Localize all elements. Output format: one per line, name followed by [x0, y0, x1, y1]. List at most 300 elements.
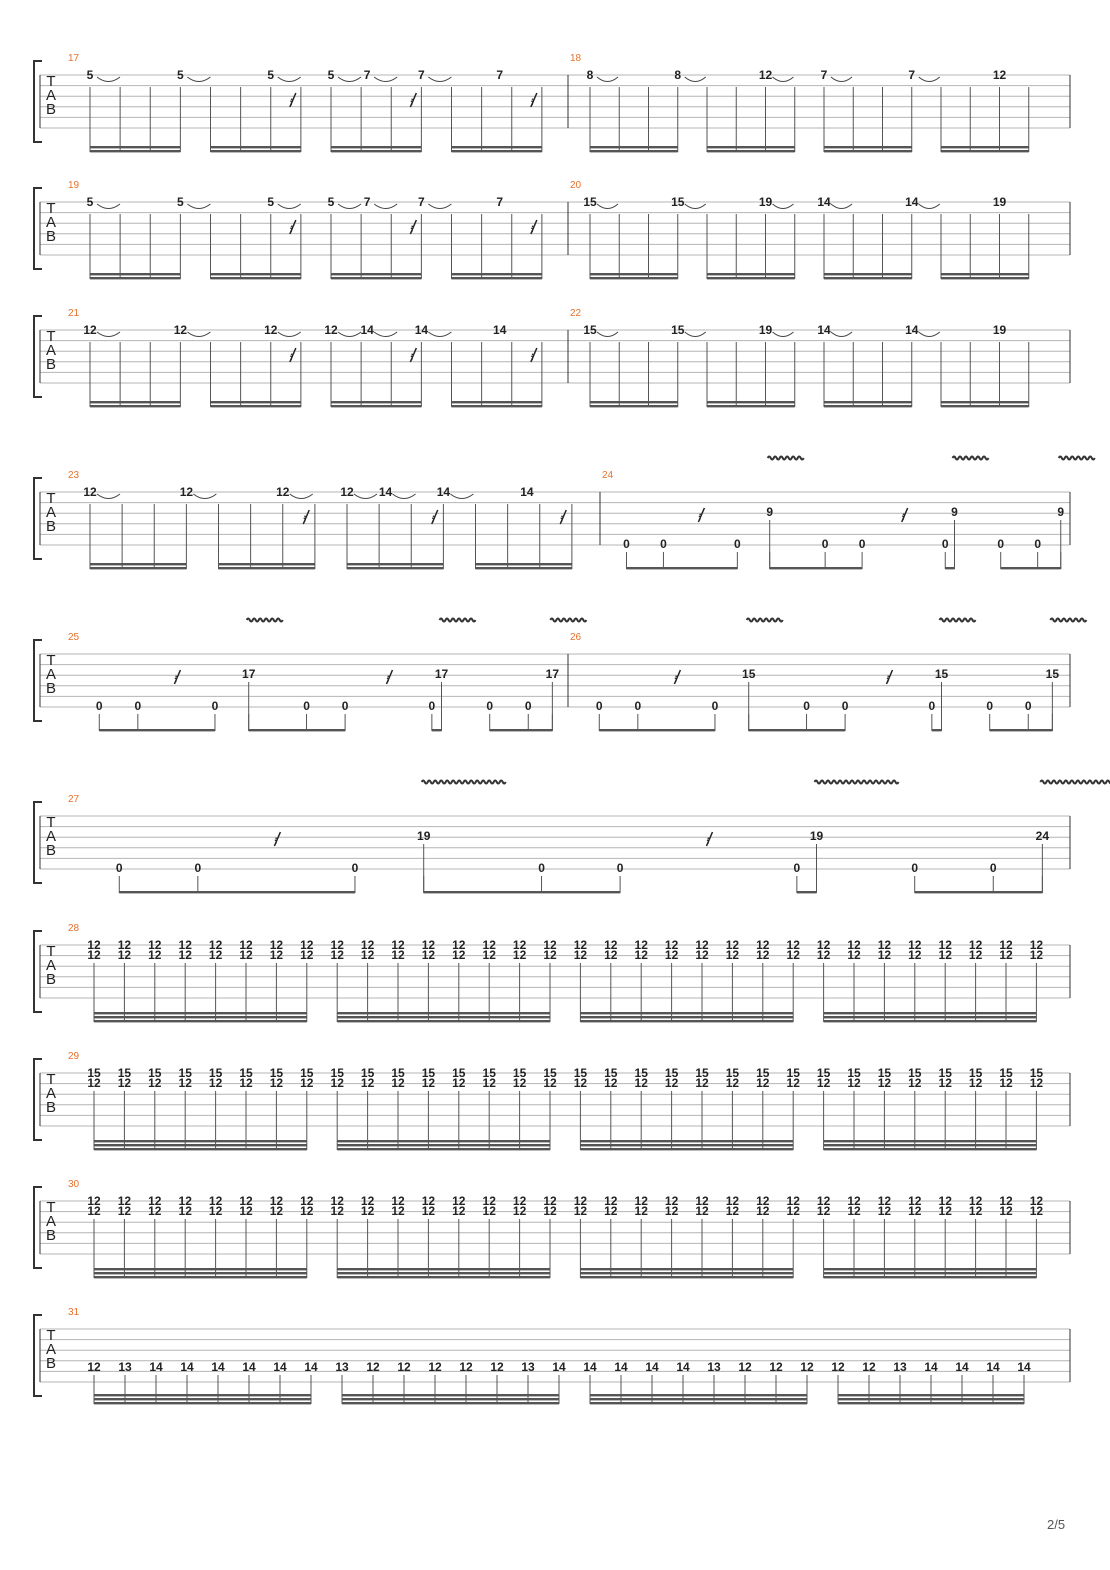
- beam: [94, 1402, 311, 1404]
- fret-number: 7: [908, 68, 916, 82]
- fret-number: 12: [300, 1194, 314, 1208]
- fret-number: 0: [1034, 537, 1042, 551]
- tab-clef-letter: A: [45, 87, 57, 104]
- fret-number: 12: [178, 1076, 192, 1090]
- system-bracket: [34, 61, 42, 142]
- fret-number: 12: [816, 1194, 831, 1208]
- fret-number: 12: [847, 1194, 861, 1208]
- tab-clef-letter: T: [46, 328, 56, 345]
- rest-symbol: 𝄿: [530, 93, 535, 108]
- fret-number: 12: [366, 1360, 380, 1374]
- beam: [452, 146, 542, 148]
- fret-number: 0: [341, 699, 349, 713]
- rest-symbol: 𝄿: [886, 670, 891, 685]
- fret-number: 12: [512, 938, 527, 952]
- beam: [94, 1016, 307, 1018]
- beam: [838, 1394, 1024, 1396]
- rest-symbol: 𝄿: [289, 93, 294, 108]
- fret-number: 12: [360, 1204, 375, 1218]
- beam: [707, 401, 795, 403]
- beam: [331, 277, 421, 279]
- fret-number: 13: [335, 1360, 349, 1374]
- beam: [590, 146, 678, 148]
- fret-number: 12: [117, 1194, 132, 1208]
- fret-number: 14: [242, 1360, 256, 1374]
- fret-number: 12: [148, 1076, 162, 1090]
- fret-number: 14: [180, 1360, 194, 1374]
- beam: [452, 273, 542, 275]
- fret-number: 12: [573, 948, 588, 962]
- fret-number: 0: [986, 699, 994, 713]
- fret-number: 8: [586, 68, 594, 82]
- tab-clef-letter: T: [46, 1327, 56, 1344]
- fret-number: 12: [695, 948, 709, 962]
- fret-number: 12: [664, 1076, 679, 1090]
- fret-number: 5: [86, 68, 94, 82]
- measure-number: 28: [68, 923, 80, 934]
- fret-number: 12: [1029, 1204, 1044, 1218]
- fret-number: 5: [327, 68, 335, 82]
- fret-number: 15: [573, 1066, 588, 1080]
- beam: [824, 150, 912, 152]
- fret-number: 12: [391, 1076, 405, 1090]
- fret-number: 14: [360, 323, 374, 337]
- fret-number: 14: [414, 323, 429, 337]
- measure-number: 23: [68, 470, 80, 481]
- fret-number: 12: [87, 938, 101, 952]
- fret-number: 12: [87, 1204, 101, 1218]
- fret-number: 12: [276, 485, 290, 499]
- fret-number: 19: [417, 829, 431, 843]
- beam: [211, 146, 301, 148]
- beam: [94, 1268, 307, 1270]
- rest-symbol: 𝄿: [386, 670, 391, 685]
- fret-number: 12: [769, 1360, 783, 1374]
- fret-number: 12: [324, 323, 338, 337]
- fret-number: 12: [512, 1194, 527, 1208]
- fret-number: 12: [999, 1204, 1013, 1218]
- fret-number: 12: [482, 1194, 496, 1208]
- tie-arc: [773, 332, 794, 337]
- vibrato-mark: [768, 457, 804, 460]
- fret-number: 12: [330, 1204, 344, 1218]
- fret-number: 12: [148, 1194, 162, 1208]
- fret-number: 15: [816, 1066, 831, 1080]
- fret-number: 12: [738, 1360, 752, 1374]
- rest-symbol: 𝄿: [674, 670, 679, 685]
- fret-number: 12: [862, 1360, 876, 1374]
- tie-arc: [338, 332, 361, 337]
- beam: [211, 273, 301, 275]
- fret-number: 12: [117, 1204, 132, 1218]
- beam: [94, 1398, 311, 1400]
- fret-number: 12: [452, 938, 466, 952]
- beam: [90, 273, 180, 275]
- fret-number: 12: [178, 948, 192, 962]
- fret-number: 12: [459, 1360, 473, 1374]
- fret-number: 12: [1029, 1194, 1044, 1208]
- measure-number: 18: [570, 53, 582, 64]
- fret-number: 12: [239, 1204, 253, 1218]
- fret-number: 15: [786, 1066, 800, 1080]
- fret-number: 12: [695, 1194, 709, 1208]
- fret-number: 15: [148, 1066, 162, 1080]
- beam: [824, 1020, 1037, 1022]
- beam: [824, 1144, 1037, 1146]
- fret-number: 0: [538, 861, 545, 875]
- fret-number: 0: [351, 861, 359, 875]
- tie-arc: [278, 77, 301, 82]
- fret-number: 12: [178, 1194, 192, 1208]
- beam: [90, 401, 180, 403]
- fret-number: 12: [269, 1194, 284, 1208]
- measure-number: 20: [570, 180, 582, 191]
- beam: [945, 567, 954, 569]
- fret-number: 12: [482, 948, 496, 962]
- measure-number: 21: [68, 308, 80, 319]
- beam: [211, 150, 301, 152]
- tie-arc: [428, 77, 451, 82]
- fret-number: 0: [997, 537, 1005, 551]
- beam: [337, 1140, 550, 1142]
- fret-number: 5: [86, 195, 94, 209]
- fret-number: 7: [363, 195, 371, 209]
- measure-number: 25: [68, 632, 80, 643]
- beam: [824, 146, 912, 148]
- vibrato-mark: [940, 619, 976, 622]
- beam: [452, 401, 542, 403]
- fret-number: 15: [452, 1066, 466, 1080]
- fret-number: 12: [330, 938, 344, 952]
- tie-arc: [290, 494, 313, 499]
- fret-number: 12: [756, 1204, 770, 1218]
- beam: [94, 1394, 311, 1396]
- fret-number: 12: [999, 948, 1013, 962]
- fret-number: 19: [758, 323, 773, 337]
- fret-number: 0: [821, 537, 829, 551]
- fret-number: 12: [543, 1194, 557, 1208]
- fret-number: 12: [725, 948, 740, 962]
- fret-number: 12: [117, 938, 132, 952]
- fret-number: 12: [847, 1204, 861, 1218]
- fret-number: 12: [148, 948, 162, 962]
- fret-number: 7: [496, 195, 504, 209]
- beam: [331, 150, 421, 152]
- fret-number: 7: [496, 68, 504, 82]
- beam: [941, 277, 1029, 279]
- fret-number: 12: [604, 1076, 618, 1090]
- tie-arc: [685, 77, 706, 82]
- beam: [626, 567, 737, 569]
- fret-number: 12: [938, 1204, 952, 1218]
- fret-number: 12: [1029, 948, 1044, 962]
- fret-number: 12: [208, 1194, 223, 1208]
- beam: [824, 1012, 1037, 1014]
- fret-number: 17: [434, 667, 449, 681]
- beam: [770, 567, 862, 569]
- fret-number: 14: [304, 1360, 318, 1374]
- fret-number: 12: [543, 948, 557, 962]
- fret-number: 12: [968, 938, 983, 952]
- beam: [580, 1140, 793, 1142]
- beam: [249, 729, 345, 731]
- tab-clef-letter: A: [45, 504, 57, 521]
- fret-number: 15: [269, 1066, 284, 1080]
- fret-number: 12: [877, 1194, 892, 1208]
- tie-arc: [685, 332, 706, 337]
- fret-number: 12: [756, 1194, 770, 1208]
- rest-symbol: 𝄿: [174, 670, 179, 685]
- fret-number: 24: [1035, 829, 1050, 843]
- fret-number: 15: [742, 667, 756, 681]
- fret-number: 12: [634, 948, 648, 962]
- tab-clef-letter: B: [45, 101, 57, 118]
- fret-number: 12: [330, 1076, 344, 1090]
- beam: [707, 277, 795, 279]
- fret-number: 12: [482, 938, 496, 952]
- fret-number: 0: [941, 537, 949, 551]
- fret-number: 12: [968, 1204, 983, 1218]
- beam: [707, 146, 795, 148]
- page-number: 2/5: [1047, 1517, 1066, 1532]
- fret-number: 15: [330, 1066, 344, 1080]
- beam: [476, 563, 572, 565]
- fret-number: 5: [267, 195, 275, 209]
- fret-number: 12: [786, 1076, 800, 1090]
- fret-number: 0: [734, 537, 741, 551]
- tab-clef-letter: T: [46, 943, 56, 960]
- fret-number: 12: [908, 1076, 922, 1090]
- fret-number: 12: [421, 948, 436, 962]
- fret-number: 12: [208, 1076, 223, 1090]
- fret-number: 14: [924, 1360, 938, 1374]
- fret-number: 12: [938, 938, 952, 952]
- beam: [90, 146, 180, 148]
- system-bracket: [34, 478, 42, 559]
- fret-number: 0: [616, 861, 624, 875]
- measure-number: 22: [570, 308, 582, 319]
- rest-symbol: 𝄿: [560, 510, 565, 525]
- fret-number: 12: [269, 1076, 284, 1090]
- fret-number: 12: [421, 1194, 436, 1208]
- fret-number: 12: [239, 948, 253, 962]
- beam: [838, 1398, 1024, 1400]
- fret-number: 15: [999, 1066, 1013, 1080]
- tab-clef-letter: B: [45, 680, 57, 697]
- beam: [824, 1276, 1037, 1278]
- rest-symbol: 𝄿: [530, 220, 535, 235]
- fret-number: 12: [300, 938, 314, 952]
- tie-arc: [428, 204, 451, 209]
- tie-arc: [831, 332, 852, 337]
- beam: [941, 401, 1029, 403]
- fret-number: 12: [847, 938, 861, 952]
- fret-number: 15: [671, 323, 685, 337]
- fret-number: 12: [173, 323, 188, 337]
- beam: [331, 401, 421, 403]
- fret-number: 12: [421, 1076, 436, 1090]
- fret-number: 14: [1017, 1360, 1031, 1374]
- fret-number: 19: [758, 195, 773, 209]
- beam: [941, 405, 1029, 407]
- system-bracket: [34, 1187, 42, 1268]
- tab-clef-letter: T: [46, 814, 56, 831]
- fret-number: 12: [664, 1204, 679, 1218]
- tie-arc: [338, 204, 361, 209]
- fret-number: 12: [452, 1204, 466, 1218]
- beam: [580, 1144, 793, 1146]
- fret-number: 12: [512, 948, 527, 962]
- tie-arc: [393, 494, 416, 499]
- fret-number: 12: [786, 1204, 800, 1218]
- measure-number: 19: [68, 180, 80, 191]
- fret-number: 15: [671, 195, 685, 209]
- fret-number: 12: [391, 948, 405, 962]
- fret-number: 19: [992, 323, 1007, 337]
- fret-number: 12: [725, 1194, 740, 1208]
- beam: [94, 1012, 307, 1014]
- fret-number: 12: [938, 948, 952, 962]
- fret-number: 12: [178, 938, 192, 952]
- beam: [94, 1276, 307, 1278]
- fret-number: 12: [452, 1194, 466, 1208]
- fret-number: 12: [695, 1076, 709, 1090]
- beam: [331, 273, 421, 275]
- measure-number: 27: [68, 794, 80, 805]
- fret-number: 15: [482, 1066, 496, 1080]
- beam: [590, 1402, 807, 1404]
- fret-number: 12: [664, 948, 679, 962]
- rest-symbol: 𝄿: [901, 508, 906, 523]
- fret-number: 15: [117, 1066, 132, 1080]
- fret-number: 13: [521, 1360, 535, 1374]
- fret-number: 12: [512, 1204, 527, 1218]
- fret-number: 0: [134, 699, 142, 713]
- fret-number: 12: [117, 1076, 132, 1090]
- fret-number: 12: [543, 938, 557, 952]
- fret-number: 12: [695, 1204, 709, 1218]
- fret-number: 15: [934, 667, 949, 681]
- fret-number: 12: [999, 1194, 1013, 1208]
- fret-number: 7: [418, 195, 425, 209]
- beam: [838, 1402, 1024, 1404]
- fret-number: 12: [269, 1204, 284, 1218]
- fret-number: 12: [360, 1194, 375, 1208]
- system-bracket: [34, 1315, 42, 1396]
- fret-number: 0: [911, 861, 919, 875]
- fret-number: 12: [634, 1076, 648, 1090]
- beam: [424, 891, 620, 893]
- fret-number: 12: [360, 1076, 375, 1090]
- beam: [476, 567, 572, 569]
- beam: [331, 146, 421, 148]
- beam: [824, 1016, 1037, 1018]
- beam: [590, 277, 678, 279]
- fret-number: 12: [87, 1076, 101, 1090]
- fret-number: 12: [360, 948, 375, 962]
- tie-arc: [97, 204, 120, 209]
- fret-number: 0: [303, 699, 310, 713]
- fret-number: 14: [436, 485, 451, 499]
- beam: [337, 1144, 550, 1146]
- fret-number: 12: [482, 1204, 496, 1218]
- beam: [599, 729, 715, 731]
- beam: [211, 401, 301, 403]
- beam: [824, 1272, 1037, 1274]
- beam: [337, 1268, 550, 1270]
- fret-number: 0: [793, 861, 801, 875]
- beam: [342, 1394, 559, 1396]
- vibrato-mark: [1050, 619, 1086, 622]
- tab-clef-letter: A: [45, 214, 57, 231]
- fret-number: 12: [87, 1194, 101, 1208]
- fret-number: 14: [614, 1360, 628, 1374]
- rest-symbol: 𝄿: [289, 348, 294, 363]
- fret-number: 12: [756, 948, 770, 962]
- beam: [990, 729, 1053, 731]
- beam: [452, 405, 542, 407]
- tab-clef-letter: B: [45, 228, 57, 245]
- fret-number: 14: [583, 1360, 597, 1374]
- fret-number: 14: [211, 1360, 225, 1374]
- beam: [941, 146, 1029, 148]
- fret-number: 12: [938, 1076, 952, 1090]
- fret-number: 0: [928, 699, 936, 713]
- beam: [219, 563, 315, 565]
- fret-number: 12: [208, 1204, 223, 1218]
- fret-number: 13: [118, 1360, 132, 1374]
- beam: [707, 150, 795, 152]
- beam: [337, 1020, 550, 1022]
- fret-number: 12: [490, 1360, 504, 1374]
- beam: [707, 405, 795, 407]
- fret-number: 5: [177, 195, 184, 209]
- tie-arc: [685, 204, 706, 209]
- rest-symbol: 𝄿: [274, 832, 279, 847]
- fret-number: 12: [208, 948, 223, 962]
- fret-number: 14: [986, 1360, 1000, 1374]
- fret-number: 0: [486, 699, 494, 713]
- tie-arc: [831, 77, 852, 82]
- fret-number: 14: [676, 1360, 690, 1374]
- tab-clef-letter: B: [45, 1355, 57, 1372]
- fret-number: 0: [194, 861, 202, 875]
- vibrato-mark: [440, 619, 476, 622]
- beam: [580, 1148, 793, 1150]
- fret-number: 12: [83, 323, 97, 337]
- fret-number: 12: [847, 1076, 861, 1090]
- fret-number: 12: [604, 1204, 618, 1218]
- fret-number: 0: [660, 537, 667, 551]
- fret-number: 12: [421, 1204, 436, 1218]
- fret-number: 12: [816, 948, 831, 962]
- fret-number: 12: [992, 68, 1007, 82]
- fret-number: 12: [877, 938, 892, 952]
- fret-number: 15: [239, 1066, 253, 1080]
- tie-arc: [187, 204, 210, 209]
- fret-number: 12: [573, 938, 588, 952]
- fret-number: 15: [583, 323, 597, 337]
- beam: [824, 401, 912, 403]
- fret-number: 14: [817, 195, 831, 209]
- fret-number: 9: [1057, 505, 1065, 519]
- beam: [337, 1148, 550, 1150]
- tie-arc: [193, 494, 216, 499]
- beam: [590, 273, 678, 275]
- rest-symbol: 𝄿: [410, 348, 415, 363]
- fret-number: 15: [908, 1066, 922, 1080]
- fret-number: 14: [955, 1360, 969, 1374]
